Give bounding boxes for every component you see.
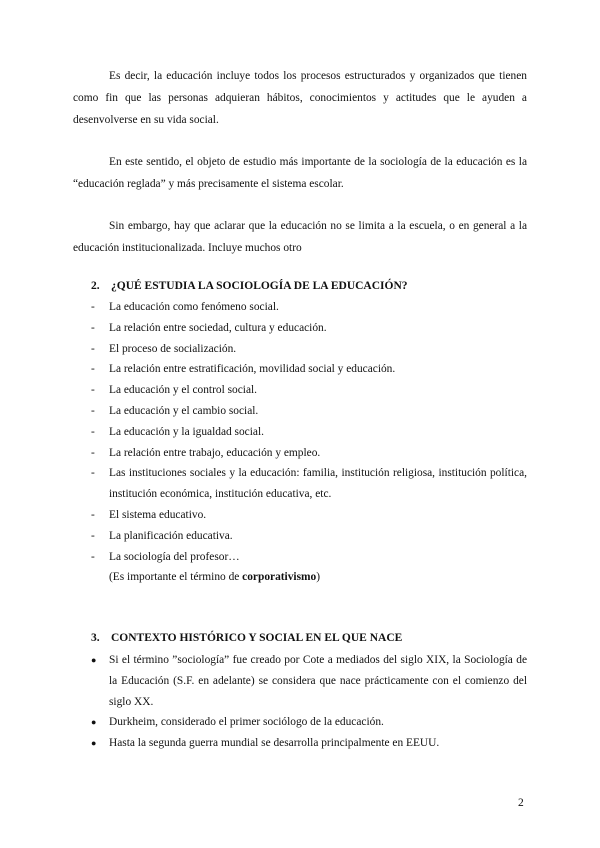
corporativismo-note: (Es importante el término de corporativismo) [109, 571, 320, 584]
list-item: - La educación y la igualdad social. [91, 422, 527, 443]
section-3-title: CONTEXTO HISTÓRICO Y SOCIAL EN EL QUE NACE [111, 632, 403, 644]
dash-marker: - [91, 446, 95, 459]
bold-term: corporativismo [242, 571, 317, 584]
paragraph-object-of-study: En este sentido, el objeto de estudio más importante de la sociología de la educación es la “educación reglada” y más precisamente el sistema escolar. [73, 156, 527, 190]
list-item: - La educación y el control social. [91, 380, 527, 401]
section-2-list [91, 297, 527, 588]
section-2-title: ¿QUÉ ESTUDIA LA SOCIOLOGÍA DE LA EDUCACIÓN? [111, 280, 408, 292]
bullet-marker: ● [91, 717, 97, 728]
list-item: - La relación entre sociedad, cultura y educación. [91, 318, 527, 339]
list-item: ● Hasta la segunda guerra mundial se desarrolla principalmente en EEUU. [91, 733, 527, 754]
dash-marker: - [91, 384, 95, 397]
paragraph-definition: Es decir, la educación incluye todos los procesos estructurados y organizados que tienen como fin que las personas adquieran hábitos, conocimientos y actitudes que le ayuden a desenvolverse en su vida social. [73, 70, 527, 126]
paragraph-not-limited: Sin embargo, hay que aclarar que la educación no se limita a la escuela, o en general a la educación institucionalizada. Incluye muchos otro [73, 220, 527, 254]
dash-marker: - [91, 301, 95, 313]
list-item: - La relación entre estratificación, movilidad social y educación. [91, 359, 527, 380]
dash-marker: - [91, 363, 95, 376]
section-3-heading [91, 628, 402, 648]
list-item: - La educación como fenómeno social. [91, 297, 527, 318]
list-item: - La relación entre trabajo, educación y empleo. [91, 443, 527, 464]
list-item: - El sistema educativo. [91, 505, 527, 526]
dash-marker: - [91, 529, 95, 542]
list-item: ● Durkheim, considerado el primer sociólogo de la educación. [91, 712, 527, 733]
section-2-heading [91, 276, 408, 296]
bullet-marker: ● [91, 738, 97, 749]
list-item: - La planificación educativa. [91, 526, 527, 547]
section-3-number: 3. [91, 632, 100, 644]
list-item: ● Si el término ”sociología” fue creado por Cote a mediados del siglo XIX, la Sociología de la Educación (S.F. en adelante) se considera que nace prácticamente con el comienzo del siglo XX. [91, 650, 527, 712]
dash-marker: - [91, 508, 95, 521]
dash-marker: - [91, 467, 95, 480]
dash-marker: - [91, 321, 95, 334]
list-item: - Las instituciones sociales y la educación: familia, institución religiosa, institución política, institución económica, institución educativa, etc. [91, 463, 527, 505]
page-number: 2 [518, 797, 524, 809]
list-item: - El proceso de socialización. [91, 339, 527, 360]
dash-marker: - [91, 404, 95, 417]
dash-marker: - [91, 342, 95, 355]
section-2-number: 2. [91, 280, 100, 292]
dash-marker: - [91, 425, 95, 438]
section-3-list [91, 650, 527, 754]
list-item: - La sociología del profesor… (Es importante el término de corporativismo) [91, 547, 527, 589]
list-item: - La educación y el cambio social. [91, 401, 527, 422]
dash-marker: - [91, 550, 95, 563]
bullet-marker: ● [91, 655, 97, 665]
